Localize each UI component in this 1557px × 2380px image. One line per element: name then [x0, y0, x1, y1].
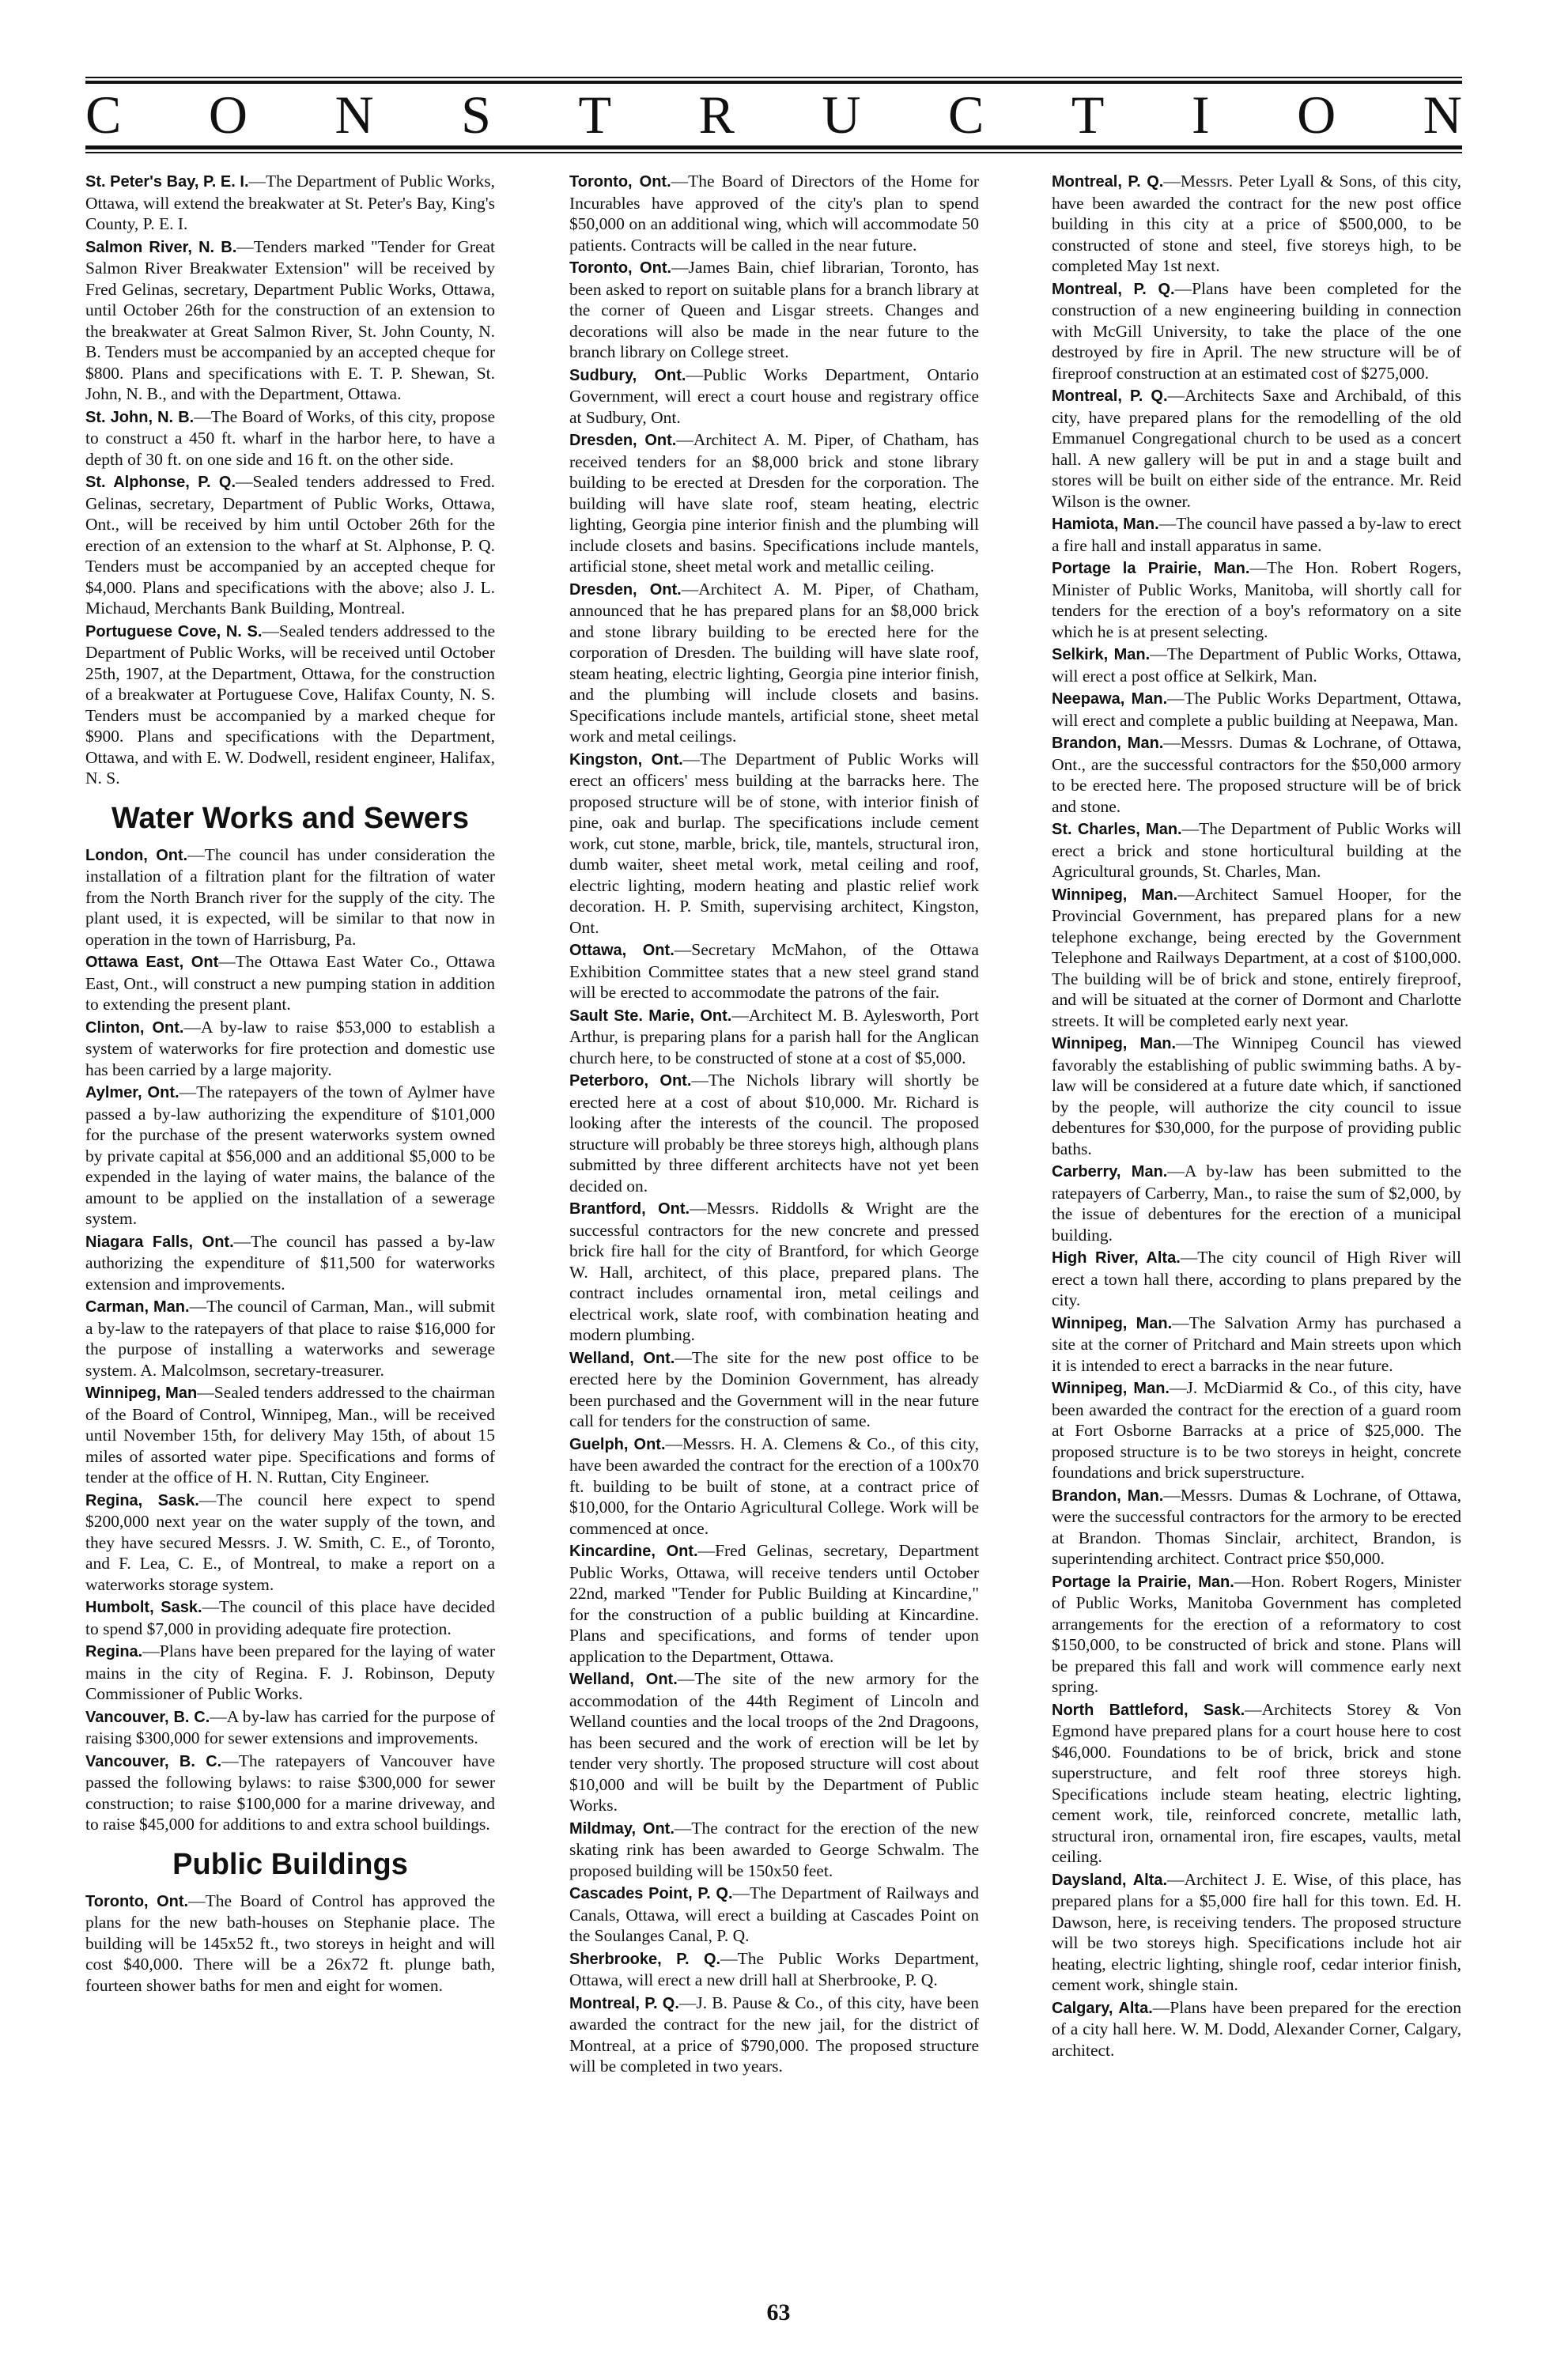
item-place: Portuguese Cove, N. S.: [85, 622, 263, 640]
item-place: St. Alphonse, P. Q.: [85, 474, 236, 491]
news-item: [85, 1751, 495, 1835]
item-place: Salmon River, N. B.: [85, 238, 237, 256]
item-text: —The site for the new post office to be erected here by the Dominion Government, has already been purchased and the Government will in the near future call for tenders for the construction of same.: [569, 1347, 979, 1430]
item-text: —Fred Gelinas, secretary, Department Public Works, Ottawa, will receive tenders until October 22nd, marked "Tender for Public Building at Kincardine," for the construction of a public building at Kincardine. Plans and specifications, and forms of tender upon application to the Department, Ottawa.: [569, 1541, 979, 1666]
item-place: Ottawa East, Ont: [85, 954, 219, 971]
news-item: [85, 1891, 495, 1997]
item-place: St. Charles, Man.: [1052, 821, 1182, 838]
news-item: [569, 579, 979, 747]
news-item: [85, 1296, 495, 1381]
news-item: [85, 1382, 495, 1488]
news-item: [569, 1818, 979, 1882]
item-place: Sault Ste. Marie, Ont.: [569, 1007, 732, 1025]
item-place: Montreal, P. Q.: [1052, 173, 1164, 191]
news-item: [569, 171, 979, 255]
item-text: —Sealed tenders addressed to Fred. Gelinas, secretary, Department of Public Works, Ottawa, Ont., will be received by him until October 26th for the erection of an extension to the wharf at St. Alphonse, P. Q. Tenders must be accompanied by an accepted cheque for $4,000. Plans and specifications with the above; also J. L. Michaud, Merchants Bank Building, Montreal.: [85, 472, 495, 618]
item-text: —Plans have been prepared for the erection of a city hall here. W. M. Dodd, Alexander Corner, Calgary, architect.: [1052, 1997, 1461, 2060]
news-item: [85, 1596, 495, 1639]
news-item: [1052, 688, 1461, 731]
item-place: Clinton, Ont.: [85, 1018, 184, 1037]
masthead-letter: O: [1297, 85, 1336, 145]
item-place: Winnipeg, Man.: [1052, 1035, 1177, 1052]
item-text: —The council of Carman, Man., will submit a by-law to the ratepayers of that place to raise $16,000 for the purpose of installing a waterworks and sewerage system. A. Malcolmson, secretary-treasurer.: [85, 1297, 495, 1380]
item-text: —Tenders marked "Tender for Great Salmon River Breakwater Extension" will be received by Fred Gelinas, secretary, Department Public Works, Ottawa, until October 26th for the construction of an extension to the breakwater at Great Salmon River, St. John County, N. B. Tenders must be accompanied by an accepted cheque for $800. Plans and specifications with E. T. P. Shewan, St. John, N. B., and with the Department, Ottawa.: [85, 236, 495, 403]
news-item: [1052, 1571, 1461, 1698]
news-item: [569, 1070, 979, 1196]
item-text: —Hon. Robert Rogers, Minister of Public Works, Manitoba Government has completed arrangements for the erection of a reformatory to cost $150,000, to be constructed of brick and stone. Plans will be prepared this fall and work will commence early next spring.: [1052, 1571, 1461, 1696]
item-place: Selkirk, Man.: [1052, 646, 1151, 663]
news-item: [569, 1540, 979, 1667]
news-item: [569, 1347, 979, 1432]
item-place: Carberry, Man.: [1052, 1163, 1168, 1181]
masthead-letter: N: [1423, 85, 1462, 145]
masthead-letter: R: [698, 85, 735, 145]
item-text: —Public Works Department, Ontario Government, will erect a court house and registrary office at Sudbury, Ont.: [569, 365, 979, 427]
item-text: —Plans have been completed for the construction of a new engineering building in connection with McGill University, to take the place of the one destroyed by fire in April. The new structure will be of fireproof construction at an estimated cost of $275,000.: [1052, 278, 1461, 383]
item-text: —Architect Samuel Hooper, for the Provincial Government, has prepared plans for a new telephone exchange, being erected by the Government Telephone and Railways Department, at a cost of $100,000. The building will be of brick and stone, entirely fireproof, and will be situated at the corner of Dormont and Charlotte streets. It will be completed early next year.: [1052, 884, 1461, 1030]
item-text: —The council of this place have decided to spend $7,000 in providing adequate fire protection.: [85, 1597, 495, 1638]
item-text: —The Department of Public Works, Ottawa, will erect a post office at Selkirk, Man.: [1052, 644, 1461, 686]
item-text: —Architects Saxe and Archibald, of this city, have prepared plans for the remodelling of the old Emmanuel Congregational church to be used as a concert hall. A new gallery will be put in and a stage built and stores will be built on either side of the entrance. Mr. Reid Wilson is the owner.: [1052, 386, 1461, 511]
item-text: —James Bain, chief librarian, Toronto, has been asked to report on suitable plans for a branch library at the corner of Queen and Lisgar streets. Changes and decorations will also be made in the near future to the branch library on College street.: [569, 258, 979, 361]
news-item: [1052, 385, 1461, 512]
item-place: Winnipeg, Man.: [1052, 1380, 1170, 1397]
item-text: —The ratepayers of the town of Aylmer have passed a by-law authorizing the expenditure of $101,000 for the purchase of the present waterworks system owned by private capital at $56,000 and an additional $5,000 to be expended in the laying of water mains, the balance of the amount to be applied on the installation of a sewerage system.: [85, 1082, 495, 1228]
news-item: [1052, 1869, 1461, 1996]
item-text: —The Board of Works, of this city, propose to construct a 450 ft. wharf in the harbor here, to have a depth of 30 ft. on one side and 16 ft. on the other side.: [85, 406, 495, 469]
news-item: [1052, 1485, 1461, 1570]
news-item: [1052, 1313, 1461, 1377]
news-item: [1052, 278, 1461, 384]
article-columns: [85, 171, 1462, 2321]
item-place: Kingston, Ont.: [569, 750, 683, 769]
item-place: Guelph, Ont.: [569, 1435, 666, 1453]
news-item: [85, 236, 495, 405]
item-place: Brantford, Ont.: [569, 1200, 690, 1218]
item-text: —The council have passed a by-law to erect a fire hall and install apparatus in same.: [1052, 514, 1461, 555]
item-text: —A by-law has been submitted to the ratepayers of Carberry, Man., to raise the sum of $2,000, by the issue of debentures for the erection of a municipal building.: [1052, 1162, 1461, 1245]
top-rule-thin: [85, 77, 1462, 78]
item-text: —J. McDiarmid & Co., of this city, have been awarded the contract for the erection of a guard room at Fort Osborne Barracks at a price of $25,000. The proposed structure is to be two storeys in height, concrete foundations and brick superstructure.: [1052, 1378, 1461, 1482]
item-place: St. Peter's Bay, P. E. I.: [85, 173, 249, 191]
item-place: Cascades Point, P. Q.: [569, 1885, 733, 1902]
item-place: Sudbury, Ont.: [569, 366, 686, 384]
item-text: —The Hon. Robert Rogers, Minister of Public Works, Manitoba, will shortly call for tenders for the erection of a boy's reformatory on a site which he is at present selecting.: [1052, 558, 1461, 641]
item-text: —Sealed tenders addressed to the Department of Public Works, will be received until October 25th, 1907, at the Department, Ottawa, for the construction of a breakwater at Portuguese Cove, Halifax County, N. S. Tenders must be accompanied by a marked cheque for $900. Plans and specifications with the Department, Ottawa, and with E. W. Dodwell, resident engineer, Halifax, N. S.: [85, 621, 495, 788]
news-item: [1052, 1161, 1461, 1245]
item-place: Sherbrooke, P. Q.: [569, 1950, 721, 1968]
item-place: High River, Alta.: [1052, 1249, 1181, 1267]
masthead-rule-thin: [85, 152, 1462, 153]
item-text: —The city council of High River will erect a town hall there, according to plans prepared by the city.: [1052, 1248, 1461, 1309]
masthead-rule-thick: [85, 145, 1462, 149]
news-item: [85, 1082, 495, 1230]
item-place: Dresden, Ont.: [569, 580, 682, 599]
item-text: —The site of the new armory for the accommodation of the 44th Regiment of Lincoln and Welland counties and the local troops of the 2nd Dragoons, has been secured and the work of erection will be let by tender very shortly. The proposed structure will cost about $10,000 and will be built by the Department of Public Works.: [569, 1669, 979, 1815]
item-text: —Messrs. Riddolls & Wright are the successful contractors for the new concrete and pressed brick fire hall for the city of Brantford, for which George W. Hall, architect, of this place, prepared plans. The contract includes ornamental iron, metal ceilings and electrical work, slate roof, with combination heating and modern plumbing.: [569, 1199, 979, 1344]
news-item: [569, 1198, 979, 1346]
news-item: [1052, 1033, 1461, 1159]
news-item: [1052, 513, 1461, 556]
news-item: [569, 1668, 979, 1816]
item-text: —The Department of Public Works, Ottawa, will extend the breakwater at St. Peter's Bay, King's County, P. E. I.: [85, 172, 495, 233]
section-heading: Public Buildings: [172, 1847, 408, 1881]
news-item: [1052, 818, 1461, 882]
item-text: —The Board of Directors of the Home for Incurables have approved of the city's plan to spend $50,000 on an additional wing, which will accommodate 50 patients. Contracts will be called in the near future.: [569, 172, 979, 255]
item-text: —The Public Works Department, Ottawa, will erect and complete a public building at Neepawa, Man.: [1052, 689, 1461, 730]
news-item: [1052, 1247, 1461, 1311]
news-item: [85, 951, 495, 1015]
news-item: [1052, 1377, 1461, 1483]
item-place: Winnipeg, Man.: [1052, 1314, 1173, 1332]
item-text: —The ratepayers of Vancouver have passed the following bylaws: to raise $300,000 for sewer construction; to raise $100,000 for a marine driveway, and to raise $45,000 for additions to and extra school buildings.: [85, 1751, 495, 1834]
masthead-letter: T: [1071, 85, 1105, 145]
item-text: —The council has passed a by-law authorizing the expenditure of $11,500 for waterworks extension and improvements.: [85, 1231, 495, 1294]
item-place: Vancouver, B. C.: [85, 1752, 222, 1770]
masthead-letter: O: [208, 85, 248, 145]
item-place: Dresden, Ont.: [569, 432, 677, 449]
news-item: [569, 257, 979, 363]
item-text: —The Department of Public Works will erect a brick and stone horticultural building at the Agricultural grounds, St. Charles, Man.: [1052, 819, 1461, 881]
item-text: —The Ottawa East Water Co., Ottawa East, Ont., will construct a new pumping station in addition to extending the present plant.: [85, 952, 495, 1014]
news-item: [1052, 557, 1461, 642]
news-item: [85, 1231, 495, 1295]
item-text: —Architect J. E. Wise, of this place, has prepared plans for a $5,000 fire hall for this town. Ed. H. Dawson, here, is receiving tenders. The proposed structure will be two storeys high. Specifications include hot air heating, electric lighting, shingle roof, cedar interior finish, cement work, shingle stain.: [1052, 1869, 1461, 1994]
masthead-letter: T: [578, 85, 612, 145]
news-item: [1052, 1997, 1461, 2061]
item-text: —Architect A. M. Piper, of Chatham, has received tenders for an $8,000 brick and stone library building to be erected at Dresden for the corporation. The building will have slate roof, steam heating, electric lighting, Georgia pine interior finish and the plumbing will include closets and basins. Specifications include mantels, artificial stone, sheet metal work and metallic ceiling.: [569, 430, 979, 576]
news-item: [1052, 884, 1461, 1032]
item-place: North Battleford, Sask.: [1052, 1701, 1245, 1719]
news-item: [569, 749, 979, 939]
item-text: —Sealed tenders addressed to the chairman of the Board of Control, Winnipeg, Man., will be received until November 15th, for delivery May 15th, of about 15 miles of assorted water pipe. Specifications and forms of tender at the office of H. N. Ruttan, City Engineer.: [85, 1383, 495, 1487]
item-text: —Architects Storey & Von Egmond have prepared plans for a court house here to cost $46,000. Foundations to be of brick, brick and stone superstructure, and felt roof three storeys high. Specifications include steam heating, electric lighting, cement work, tile, reinforced concrete, metallic lath, structural iron, ornamental iron, fire escapes, vaults, metal ceiling.: [1052, 1699, 1461, 1866]
item-text: —Architect A. M. Piper, of Chatham, announced that he has prepared plans for an $8,000 brick and stone library building to be erected here for the corporation of Dresden. The building will have slate roof, steam heating, electric lighting, Georgia pine interior finish, and the plumbing will include closets and basins. Specifications include mantels, artificial stone, sheet metal work and metal ceilings.: [569, 579, 979, 746]
item-place: Aylmer, Ont.: [85, 1084, 180, 1101]
news-item: [1052, 732, 1461, 817]
news-item: [85, 621, 495, 789]
item-place: Calgary, Alta.: [1052, 1999, 1153, 2017]
item-place: Toronto, Ont.: [569, 173, 671, 191]
masthead-letter: N: [334, 85, 374, 145]
news-item: [569, 429, 979, 577]
item-text: —Messrs. Dumas & Lochrane, of Ottawa, were the successful contractors for the armory to be erected at Brandon. Thomas Sinclair, architect, Brandon, is superintending architect. Contract price $50,000.: [1052, 1485, 1461, 1568]
item-place: Humbolt, Sask.: [85, 1599, 202, 1616]
item-place: Kincardine, Ont.: [569, 1543, 698, 1560]
item-text: —Architect M. B. Aylesworth, Port Arthur, is preparing plans for a parish hall for the Anglican church here, to be constructed of stone at a cost of $5,000.: [569, 1005, 979, 1067]
item-place: Mildmay, Ont.: [569, 1819, 675, 1838]
news-item: [569, 1948, 979, 1991]
item-place: Montreal, P. Q.: [569, 1994, 679, 2012]
item-place: Montreal, P. Q.: [1052, 387, 1168, 405]
column-2: [569, 171, 979, 2321]
item-place: Peterboro, Ont.: [569, 1072, 692, 1090]
news-item: [569, 1993, 979, 2077]
news-item: [569, 1005, 979, 1069]
item-text: —The Department of Public Works will erect an officers' mess building at the barracks here. The proposed structure will be of stone, with interior finish of pine, oak and burlap. The specifications include cement work, cut stone, marble, brick, tile, mantels, structural iron, dumb waiter, sheet metal work, metal ceiling and roof, electric lighting, modern heating and plastic relief work decoration. H. P. Smith, supervising architect, Kingston, Ont.: [569, 749, 979, 937]
news-item: [85, 844, 495, 950]
column-1: [85, 171, 495, 2321]
item-text: —A by-law to raise $53,000 to establish a system of waterworks for fire protection and domestic use has been carried by a large majority.: [85, 1017, 495, 1079]
item-place: Toronto, Ont.: [569, 259, 672, 277]
item-text: —The council here expect to spend $200,000 next year on the water supply of the town, and they have secured Messrs. J. W. Smith, C. E., of Toronto, and F. Lea, C. E., of Montreal, to make a report on a waterworks storage system.: [85, 1490, 495, 1594]
news-item: [569, 1434, 979, 1539]
item-text: —Messrs. Dumas & Lochrane, of Ottawa, Ont., are the successful contractors for the $50,000 armory to be erected here. The proposed structure will be of brick and stone.: [1052, 733, 1461, 816]
item-text: —The Salvation Army has purchased a site at the corner of Pritchard and Main streets upon which it is intended to erect a barracks in the near future.: [1052, 1313, 1461, 1375]
item-place: Portage la Prairie, Man.: [1052, 560, 1250, 577]
top-rule-thick: [85, 81, 1462, 84]
item-text: —Messrs. H. A. Clemens & Co., of this city, have been awarded the contract for the erection of a 100x70 ft. building to be built of stone, at a contract price of $10,000, for the Ontario Agricultural College. Work will be commenced at once.: [569, 1434, 979, 1538]
item-place: Carman, Man.: [85, 1298, 190, 1316]
column-3: [1052, 171, 1461, 2321]
masthead-letter: S: [461, 85, 491, 145]
news-item: [569, 939, 979, 1003]
item-place: Winnipeg, Man.: [1052, 886, 1178, 904]
item-text: —J. B. Pause & Co., of this city, have been awarded the contract for the new jail, for the district of Montreal, at a price of $790,000. The proposed structure will be completed in two years.: [569, 1993, 979, 2076]
item-place: Regina.: [85, 1643, 143, 1660]
news-item: [85, 406, 495, 470]
masthead-letter: I: [1191, 85, 1210, 145]
section-heading: Water Works and Sewers: [111, 801, 469, 835]
item-place: Toronto, Ont.: [85, 1892, 189, 1910]
news-item: [1052, 171, 1461, 277]
item-place: London, Ont.: [85, 846, 188, 864]
masthead: [85, 85, 1462, 144]
news-item: [85, 1017, 495, 1081]
item-place: St. John, N. B.: [85, 408, 195, 426]
item-place: Vancouver, B. C.: [85, 1708, 210, 1726]
item-place: Brandon, Man.: [1052, 735, 1164, 752]
item-text: —The Nichols library will shortly be erected here at a cost of about $10,000. Mr. Richard is looking after the interests of the council. The proposed structure will probably be three storeys high, although plans submitted by three different architects have not yet been decided on.: [569, 1071, 979, 1196]
news-item: [85, 471, 495, 619]
news-item: [85, 171, 495, 235]
item-place: Hamiota, Man.: [1052, 516, 1159, 533]
item-text: —The contract for the erection of the new skating rink has been awarded to George Schwalm. The proposed building will be 150x50 feet.: [569, 1818, 979, 1880]
item-text: —The Winnipeg Council has viewed favorably the establishing of public swimming baths. A by-law will be considered at a future date which, if sanctioned by the people, will authorize the city council to issue debentures for $30,000, for the purpose of providing public baths.: [1052, 1033, 1461, 1158]
news-item: [85, 1641, 495, 1705]
item-text: —The Board of Control has approved the plans for the new bath-houses on Stephanie place. The building will be 145x52 ft., two storeys in height and will cost $40,000. There will be a 26x72 ft. plunge bath, fourteen shower baths for men and eight for women.: [85, 1891, 495, 1995]
item-place: Portage la Prairie, Man.: [1052, 1573, 1234, 1591]
news-item: [85, 1706, 495, 1749]
masthead-letter: C: [85, 85, 122, 145]
masthead-letter: C: [948, 85, 984, 145]
item-text: —Messrs. Peter Lyall & Sons, of this city, have been awarded the contract for the new post office building in this city at a price of $500,000, to be constructed of stone and steel, five storeys high, to be completed May 1st next.: [1052, 172, 1461, 275]
item-place: Ottawa, Ont.: [569, 942, 675, 959]
item-place: Niagara Falls, Ont.: [85, 1233, 234, 1251]
news-item: [569, 1883, 979, 1947]
item-place: Daysland, Alta.: [1052, 1871, 1168, 1889]
item-text: —The Public Works Department, Ottawa, will erect a new drill hall at Sherbrooke, P. Q.: [569, 1948, 979, 1989]
item-place: Regina, Sask.: [85, 1491, 199, 1509]
item-place: Brandon, Man.: [1052, 1487, 1164, 1505]
masthead-letter: U: [822, 85, 861, 145]
news-item: [569, 365, 979, 429]
item-text: —A by-law has carried for the purpose of raising $300,000 for sewer extensions and improvements.: [85, 1706, 495, 1747]
news-item: [85, 1490, 495, 1596]
item-place: Welland, Ont.: [569, 1671, 678, 1688]
item-text: —Secretary McMahon, of the Ottawa Exhibition Committee states that a new steel grand stand will be erected to accommodate the patrons of the fair.: [569, 940, 979, 1002]
item-place: Welland, Ont.: [569, 1349, 675, 1367]
item-place: Montreal, P. Q.: [1052, 280, 1175, 298]
item-text: —Plans have been prepared for the laying of water mains in the city of Regina. F. J. Robinson, Deputy Commissioner of Public Works.: [85, 1641, 495, 1703]
item-text: —The Department of Railways and Canals, Ottawa, will erect a building at Cascades Point on the Soulanges Canal, P. Q.: [569, 1883, 979, 1945]
item-place: Neepawa, Man.: [1052, 690, 1168, 708]
item-place: Winnipeg, Man: [85, 1385, 198, 1402]
item-text: —The council has under consideration the installation of a filtration plant for the filtration of water from the North Branch river for the supply of the city. The plant used, it is expected, will be similar to that now in operation in the town of Harrisburg, Pa.: [85, 844, 495, 949]
news-item: [1052, 1699, 1461, 1868]
page-number: 63: [766, 2299, 791, 2325]
news-item: [1052, 644, 1461, 686]
